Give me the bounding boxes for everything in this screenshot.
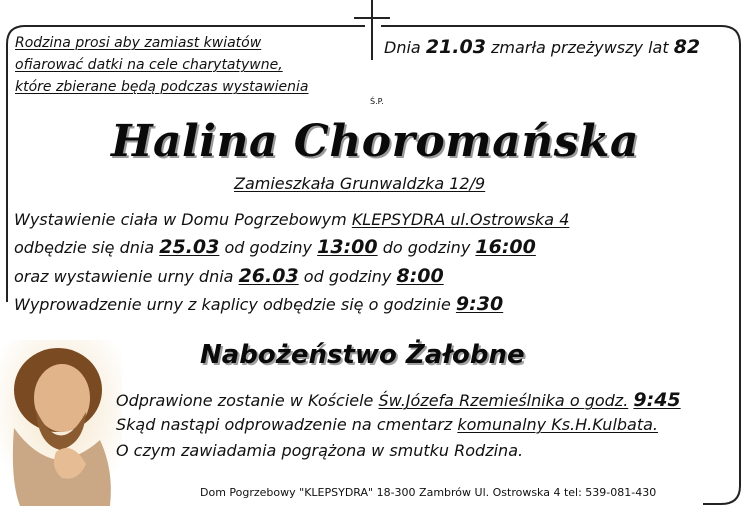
- death-line: [384, 36, 700, 58]
- service-line-1: [116, 389, 681, 411]
- viewing-date-label: odbędzie się dnia: [14, 238, 155, 257]
- viewing-line-1: [14, 210, 569, 229]
- church-label: Odprawione zostanie w Kościele: [116, 391, 374, 410]
- urn-date: 26.03: [238, 265, 299, 287]
- cemetery-label: Skąd nastąpi odprowadzenie na cmentarz: [116, 415, 453, 434]
- viewing-text: Wystawienie ciała w Domu Pogrzebowym: [14, 210, 347, 229]
- viewing-from-time: 13:00: [317, 236, 378, 258]
- viewing-line-3: [14, 265, 444, 287]
- service-line-2: [116, 415, 658, 434]
- funeral-home-address: KLEPSYDRA ul.Ostrowska 4: [351, 210, 570, 229]
- note-line-2: ofiarować datki na cele charytatywne,: [15, 57, 283, 73]
- urn-time: 8:00: [396, 265, 444, 287]
- viewing-to-label: do godziny: [382, 238, 471, 257]
- viewing-date: 25.03: [159, 236, 220, 258]
- urn-time-label: od godziny: [303, 267, 392, 286]
- service-heading: Nabożeństwo Żałobne: [200, 340, 525, 370]
- death-age: 82: [673, 36, 701, 58]
- death-middle: zmarła przeżywszy lat: [491, 38, 669, 57]
- praying-jesus-portrait: [0, 340, 122, 506]
- death-date: 21.03: [425, 36, 486, 58]
- service-time: 9:45: [633, 389, 681, 411]
- urn-date-label: oraz wystawienie urny dnia: [14, 267, 234, 286]
- address: Zamieszkała Grunwaldzka 12/9: [234, 174, 486, 193]
- death-prefix: Dnia: [384, 38, 421, 57]
- viewing-line-2: [14, 236, 536, 258]
- sp-label: Ś.P.: [370, 97, 384, 106]
- church-name: Św.Józefa Rzemieślnika o godz.: [378, 391, 629, 410]
- departure-time: 9:30: [455, 293, 504, 315]
- viewing-to-time: 16:00: [475, 236, 536, 258]
- note-line-3: które zbierane będą podczas wystawienia: [15, 79, 309, 95]
- departure-label: Wyprowadzenie urny z kaplicy odbędzie się o godzinie: [14, 295, 451, 314]
- note-line-1: Rodzina prosi aby zamiast kwiatów: [15, 35, 262, 51]
- deceased-name: Halina Choromańska: [110, 116, 640, 167]
- service-line-3: O czym zawiadamia pogrążona w smutku Rodzina.: [116, 441, 524, 460]
- footer-contact: Dom Pogrzebowy "KLEPSYDRA" 18-300 Zambrów Ul. Ostrowska 4 tel: 539-081-430: [200, 486, 657, 499]
- viewing-line-4: [14, 293, 503, 315]
- viewing-from-label: od godziny: [224, 238, 313, 257]
- cemetery-name: komunalny Ks.H.Kulbata.: [457, 415, 659, 434]
